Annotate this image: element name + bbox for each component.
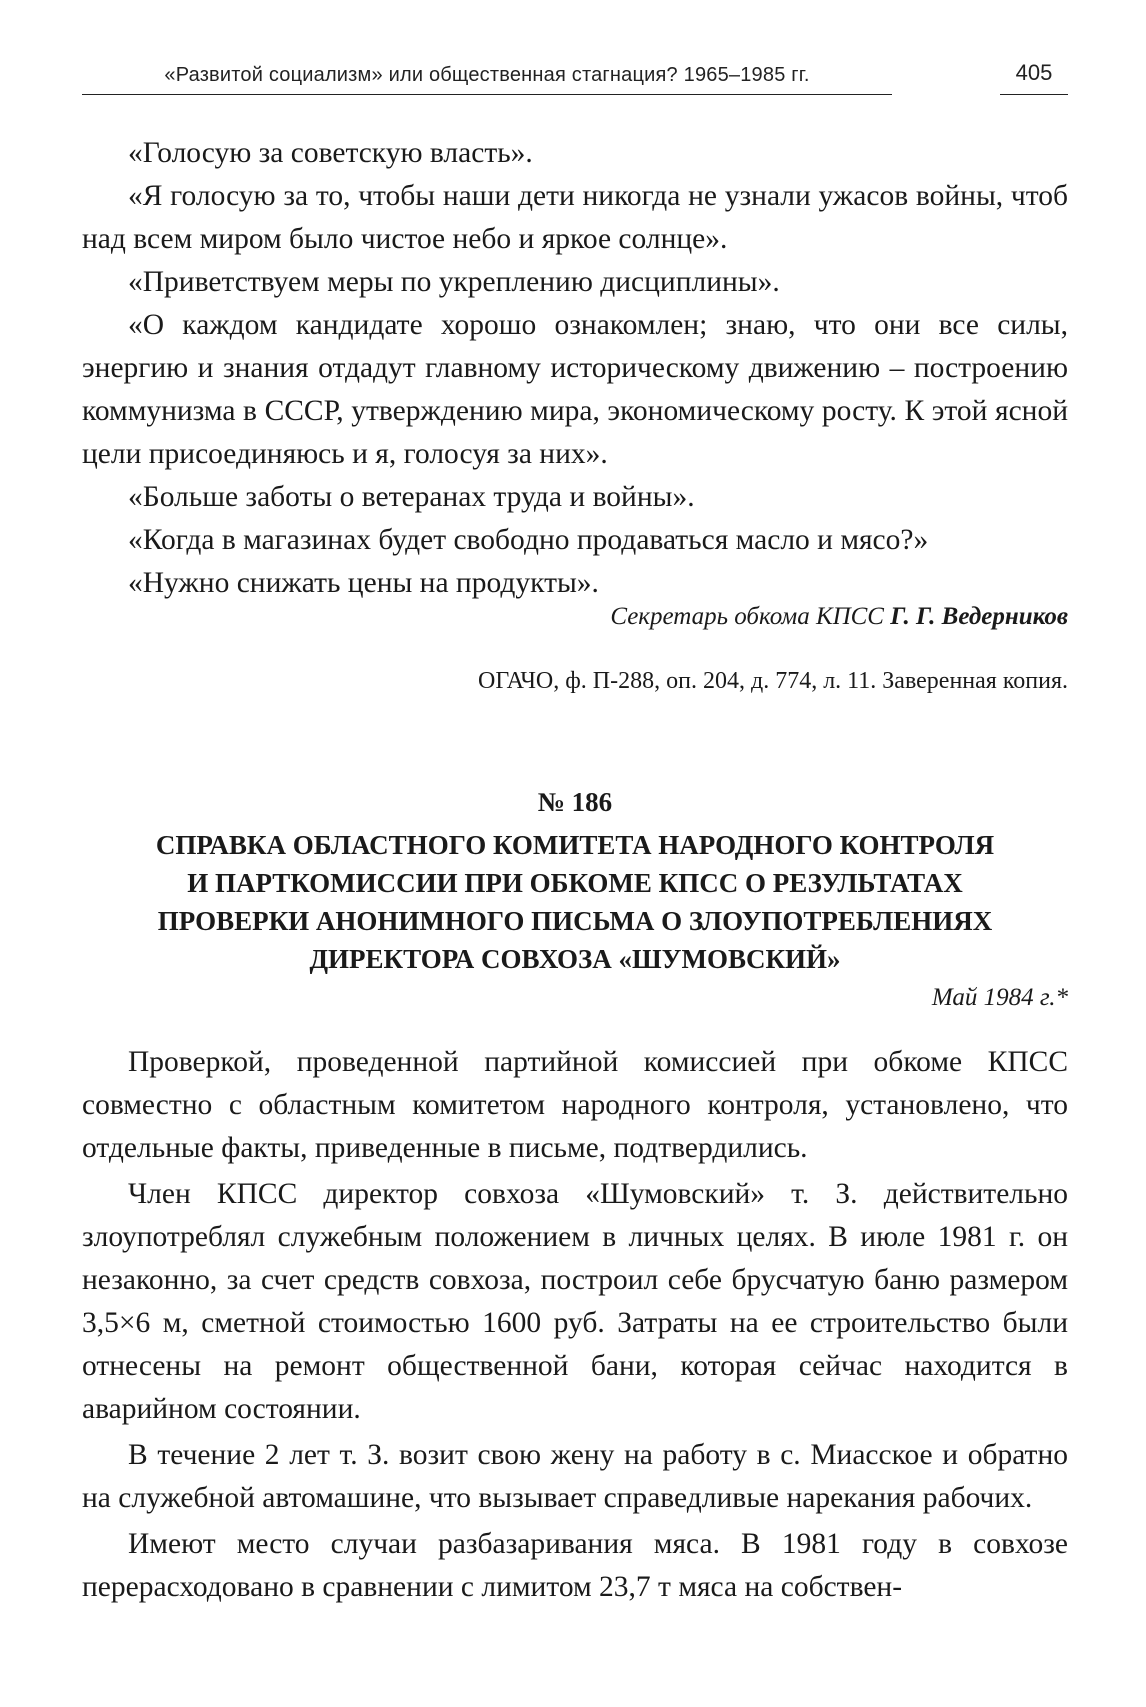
body-paragraph: Член КПСС директор совхоза «Шумовский» т. З. действительно злоупотреблял служебным положением в личных целях. В июле 1981 г. он незаконно, за счет средств совхоза, построил себе брусчатую баню размером 3,5×6 м, сметной стоимостью 1600 руб. Затраты на ее строительство были отнесены на ремонт общественной бани, которая сейчас находится в аварийном состоянии. xyxy=(82,1178,1068,1425)
page-number: 405 xyxy=(1015,60,1053,85)
body-paragraph: Имеют место случаи разбазаривания мяса. В 1981 году в совхозе перерасходовано в сравнении с лимитом 23,7 т мяса на собствен- xyxy=(82,1528,1068,1603)
body-paragraph: Проверкой, проведенной партийной комиссией при обкоме КПСС совместно с областным комитетом народного контроля, установлено, что отдельные факты, приведенные в письме, подтвердились. xyxy=(82,1046,1068,1164)
document-date: Май 1984 г.* xyxy=(931,984,1068,1011)
page-number-rule xyxy=(1000,94,1068,95)
quote-paragraph: «Больше заботы о ветеранах труда и войны». xyxy=(128,481,695,513)
document-title xyxy=(82,826,1068,978)
document-title-line: СПРАВКА ОБЛАСТНОГО КОМИТЕТА НАРОДНОГО КОНТРОЛЯ xyxy=(155,830,995,860)
citizen-quotes xyxy=(82,132,1068,605)
quote-paragraph: «Когда в магазинах будет свободно продаваться масло и мясо?» xyxy=(128,524,929,556)
running-head-title: «Развитой социализм» или общественная стагнация? 1965–1985 гг. xyxy=(164,64,810,86)
signature-line xyxy=(610,603,1068,631)
document-title-line: И ПАРТКОМИССИИ ПРИ ОБКОМЕ КПСС О РЕЗУЛЬТАТАХ xyxy=(187,868,963,898)
document-title-line: ПРОВЕРКИ АНОНИМНОГО ПИСЬМА О ЗЛОУПОТРЕБЛЕНИЯХ xyxy=(157,906,993,936)
header-rule xyxy=(82,94,892,95)
signature-position: Секретарь обкома КПСС xyxy=(610,603,891,630)
signature-name: Г. Г. Ведерников xyxy=(890,603,1068,630)
document-body xyxy=(82,1041,1068,1609)
document-number: № 186 xyxy=(537,787,613,817)
quote-paragraph: «Нужно снижать цены на продукты». xyxy=(128,567,599,599)
quote-paragraph: «Голосую за советскую власть». xyxy=(128,137,533,169)
quote-paragraph: «Приветствуем меры по укреплению дисциплины». xyxy=(128,266,780,298)
archive-reference: ОГАЧО, ф. П-288, оп. 204, д. 774, л. 11. Заверенная копия. xyxy=(478,668,1068,694)
body-paragraph: В течение 2 лет т. З. возит свою жену на работу в с. Миасское и обратно на служебной автомашине, что вызывает справедливые нарекания рабочих. xyxy=(82,1439,1068,1514)
document-title-line: ДИРЕКТОРА СОВХОЗА «ШУМОВСКИЙ» xyxy=(309,944,841,974)
quote-paragraph: «О каждом кандидате хорошо ознакомлен; знаю, что они все силы, энергию и знания отдадут главному историческому движению – построению коммунизма в СССР, утверждению мира, экономическому росту. К этой ясной цели присоединяюсь и я, голосуя за них». xyxy=(82,309,1068,470)
quote-paragraph: «Я голосую за то, чтобы наши дети никогда не узнали ужасов войны, чтоб над всем миром было чистое небо и яркое солнце». xyxy=(82,180,1068,255)
